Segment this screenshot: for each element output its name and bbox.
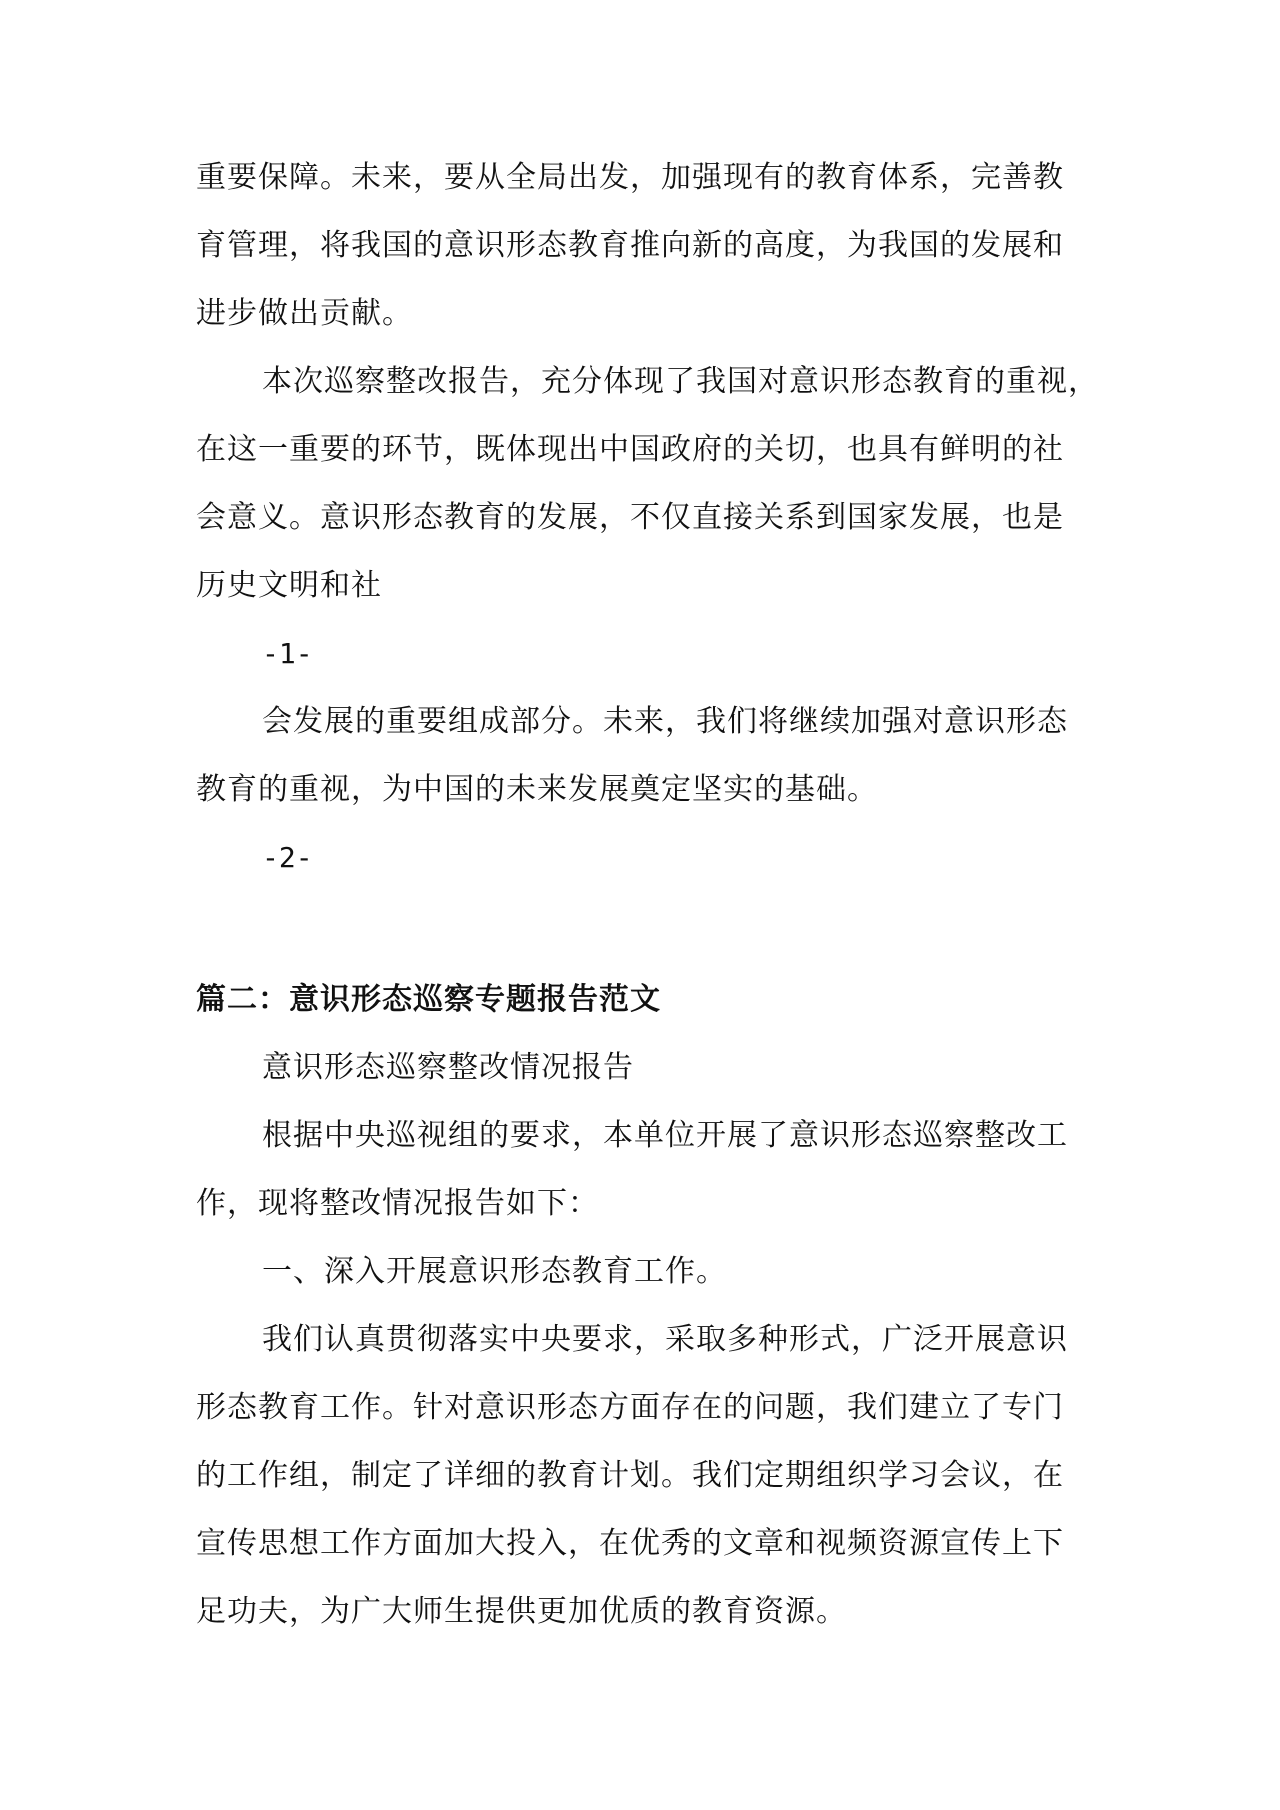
paragraph-line: 形态教育工作。针对意识形态方面存在的问题，我们建立了专门 [196,1390,1064,1425]
report-subtitle: 意识形态巡察整改情况报告 [262,1050,634,1085]
paragraph-line: 的工作组，制定了详细的教育计划。我们定期组织学习会议，在 [196,1458,1064,1493]
paragraph-line: 根据中央巡视组的要求，本单位开展了意识形态巡察整改工 [262,1118,1068,1153]
paragraph-line: 会发展的重要组成部分。未来，我们将继续加强对意识形态 [262,704,1068,739]
item-title: 一、深入开展意识形态教育工作。 [262,1254,727,1289]
paragraph-line: 育管理，将我国的意识形态教育推向新的高度，为我国的发展和 [196,228,1064,263]
paragraph-line: 会意义。意识形态教育的发展，不仅直接关系到国家发展，也是 [196,500,1064,535]
page-number: -1- [262,637,313,670]
paragraph-line: 本次巡察整改报告，充分体现了我国对意识形态教育的重视， [262,364,1099,399]
section-heading: 篇二：意识形态巡察专题报告范文 [196,982,661,1017]
paragraph-line: 宣传思想工作方面加大投入，在优秀的文章和视频资源宣传上下 [196,1526,1064,1561]
paragraph-line: 历史文明和社 [196,568,382,603]
paragraph-line: 在这一重要的环节，既体现出中国政府的关切，也具有鲜明的社 [196,432,1064,467]
paragraph-line: 重要保障。未来，要从全局出发，加强现有的教育体系，完善教 [196,160,1064,195]
paragraph-line: 足功夫，为广大师生提供更加优质的教育资源。 [196,1594,847,1629]
paragraph-line: 我们认真贯彻落实中央要求，采取多种形式，广泛开展意识 [262,1322,1068,1357]
paragraph-line: 教育的重视，为中国的未来发展奠定坚实的基础。 [196,772,878,807]
paragraph-line: 进步做出贡献。 [196,296,413,331]
paragraph-line: 作，现将整改情况报告如下： [196,1186,599,1221]
page-number: -2- [262,841,313,874]
